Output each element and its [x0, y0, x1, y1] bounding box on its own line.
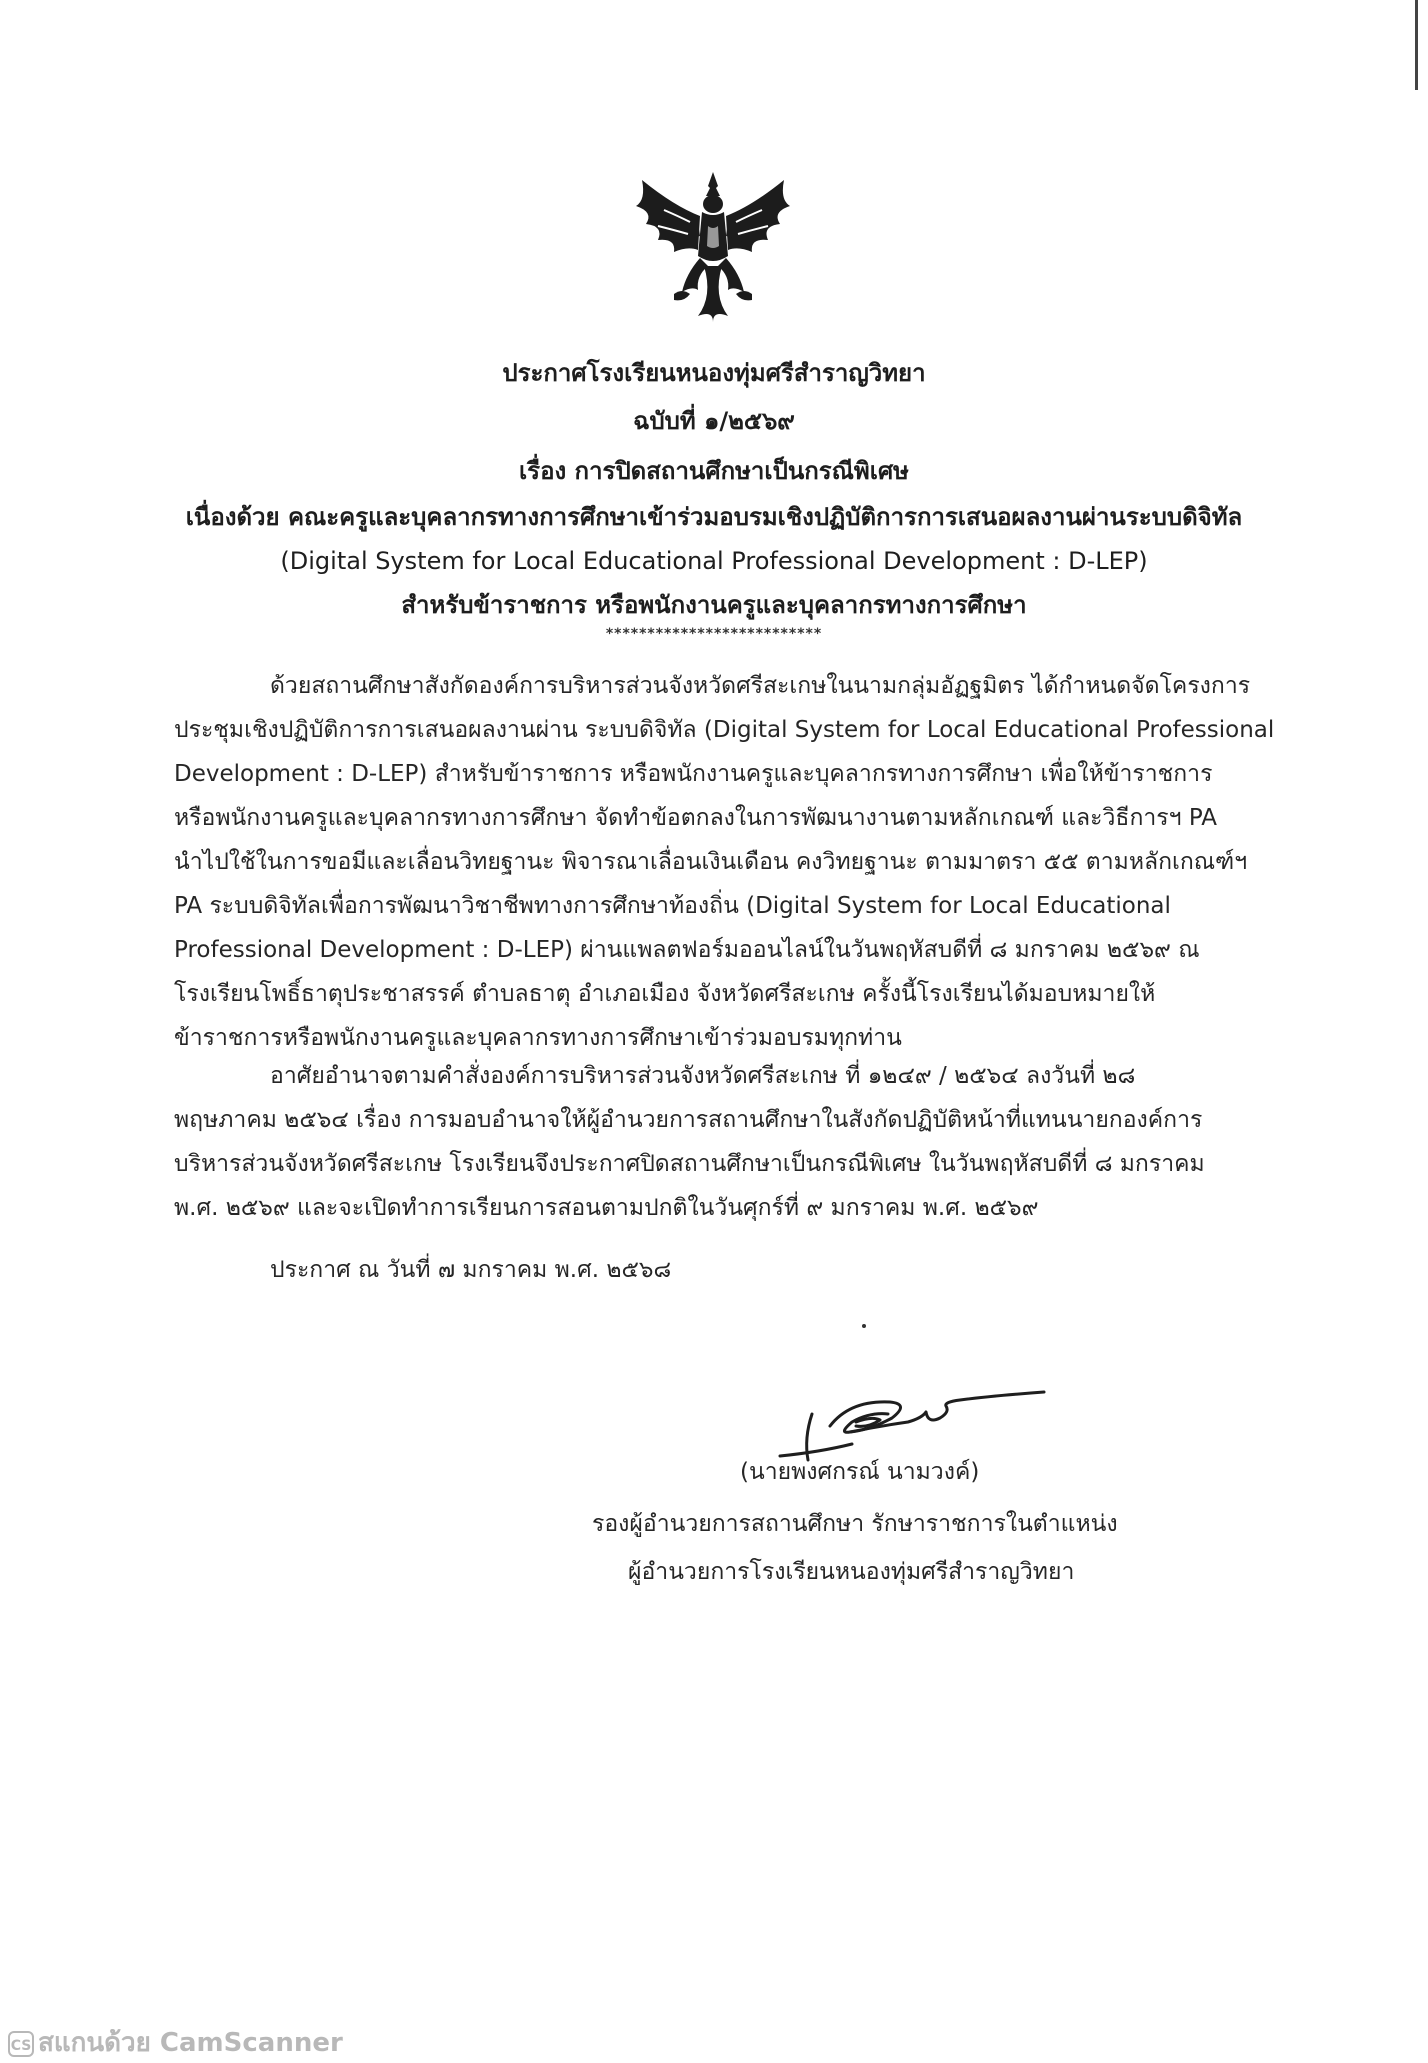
- announced-date: ประกาศ ณ วันที่ ๗ มกราคม พ.ศ. ๒๕๖๘: [270, 1257, 672, 1283]
- paragraph-line: หรือพนักงานครูและบุคลากรทางการศึกษา จัดทำข้อตกลงในการพัฒนางานตามหลักเกณฑ์ และวิธีการฯ PA: [174, 805, 1218, 831]
- paragraph-line: บริหารส่วนจังหวัดศรีสะเกษ โรงเรียนจึงประกาศปิดสถานศึกษาเป็นกรณีพิเศษ ในวันพฤหัสบดีที่ ๘ มกราคม: [174, 1151, 1205, 1177]
- paragraph-line: โรงเรียนโพธิ์ธาตุประชาสรรค์ ตำบลธาตุ อำเภอเมือง จังหวัดศรีสะเกษ ครั้งนี้โรงเรียนได้มอบหมายให้: [174, 981, 1156, 1007]
- paragraph-line: อาศัยอำนาจตามคำสั่งองค์การบริหารส่วนจังหวัดศรีสะเกษ ที่ ๑๒๔๙ / ๒๕๖๔ ลงวันที่ ๒๘: [270, 1063, 1136, 1089]
- reason-line-3: สำหรับข้าราชการ หรือพนักงานครูและบุคลากรทางการศึกษา: [401, 591, 1027, 619]
- signatory-position-2: ผู้อำนวยการโรงเรียนหนองทุ่มศรีสำราญวิทยา: [628, 1559, 1075, 1585]
- paragraph-line: นำไปใช้ในการขอมีและเลื่อนวิทยฐานะ พิจารณาเลื่อนเงินเดือน คงวิทยฐานะ ตามมาตรา ๕๕ ตามหลักเกณฑ์ฯ: [174, 849, 1248, 875]
- paragraph-line: พ.ศ. ๒๕๖๙ และจะเปิดทำการเรียนการสอนตามปกติในวันศุกร์ที่ ๙ มกราคม พ.ศ. ๒๕๖๙: [174, 1195, 1039, 1221]
- camscanner-watermark: [8, 2022, 343, 2063]
- watermark-text: สแกนด้วย CamScanner: [38, 2028, 343, 2058]
- paragraph-line: Development : D-LEP) สำหรับข้าราชการ หรือพนักงานครูและบุคลากรทางการศึกษา เพื่อให้ข้าราชการ: [174, 761, 1213, 787]
- signatory-position-1: รองผู้อำนวยการสถานศึกษา รักษาราชการในตำแหน่ง: [592, 1511, 1118, 1537]
- subject-line: เรื่อง การปิดสถานศึกษาเป็นกรณีพิเศษ: [518, 457, 910, 485]
- paragraph-1: [174, 664, 1284, 1060]
- ink-dot: [862, 1324, 866, 1328]
- scan-edge-line: [1415, 0, 1418, 90]
- announcement-title: ประกาศโรงเรียนหนองทุ่มศรีสำราญวิทยา: [502, 359, 926, 387]
- separator: **************************: [605, 626, 823, 642]
- issue-number: ฉบับที่ ๑/๒๕๖๙: [633, 407, 795, 435]
- camscanner-logo-icon: CS: [8, 2031, 34, 2057]
- reason-line-2: (Digital System for Local Educational Professional Development : D-LEP): [280, 547, 1148, 575]
- paragraph-line: ประชุมเชิงปฏิบัติการการเสนอผลงานผ่าน ระบบดิจิทัล (Digital System for Local Educational Professional: [174, 717, 1275, 743]
- garuda-emblem-icon: [624, 166, 802, 326]
- paragraph-line: ด้วยสถานศึกษาสังกัดองค์การบริหารส่วนจังหวัดศรีสะเกษในนามกลุ่มอัฏฐมิตร ได้กำหนดจัดโครงการ: [270, 673, 1251, 699]
- paragraph-line: PA ระบบดิจิทัลเพื่อการพัฒนาวิชาชีพทางการศึกษาท้องถิ่น (Digital System for Local Educational: [174, 893, 1171, 919]
- reason-line-1: เนื่องด้วย คณะครูและบุคลากรทางการศึกษาเข้าร่วมอบรมเชิงปฏิบัติการการเสนอผลงานผ่านระบบดิจิทัล: [185, 503, 1243, 531]
- paragraph-line: พฤษภาคม ๒๕๖๔ เรื่อง การมอบอำนาจให้ผู้อำนวยการสถานศึกษาในสังกัดปฏิบัติหน้าที่แทนนายกองค์การ: [174, 1107, 1203, 1133]
- signatory-name: (นายพงศกรณ์ นามวงค์): [740, 1459, 980, 1485]
- paragraph-line: ข้าราชการหรือพนักงานครูและบุคลากรทางการศึกษาเข้าร่วมอบรมทุกท่าน: [174, 1025, 902, 1051]
- paragraph-line: Professional Development : D-LEP) ผ่านแพลตฟอร์มออนไลน์ในวันพฤหัสบดีที่ ๘ มกราคม ๒๕๖๙ ณ: [174, 937, 1200, 963]
- paragraph-2: [174, 1054, 1284, 1230]
